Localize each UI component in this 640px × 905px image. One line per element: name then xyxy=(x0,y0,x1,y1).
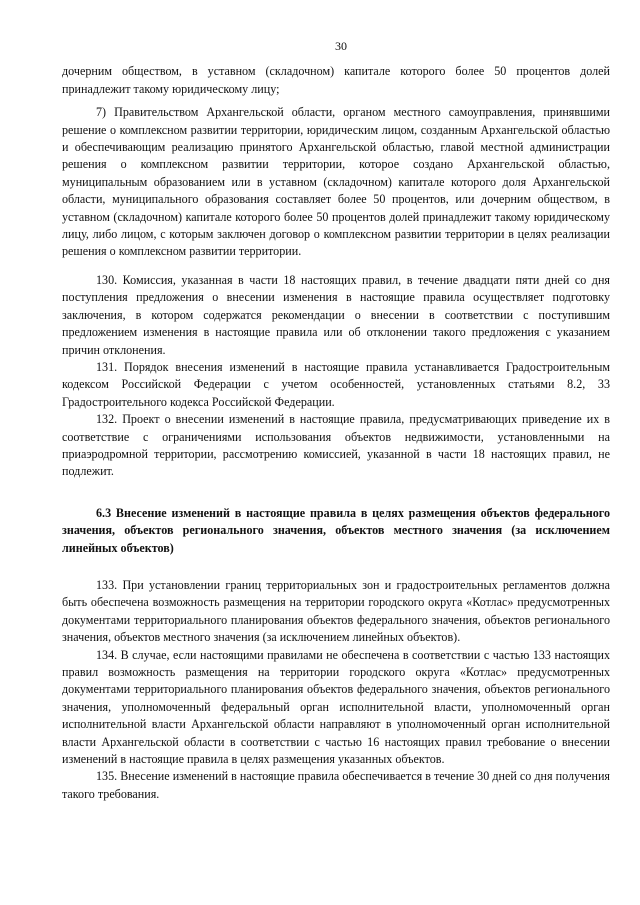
paragraph-133: 133. При установлении границ территориальных зон и градостроительных регламентов должна быть обеспечена возможность размещения на территории городского округа «Котлас» предусмотренных документами территориального планирования объектов федерального значения, объектов регионального значения, объектов местного значения (за исключением линейных объектов). xyxy=(62,577,610,645)
section-heading: 6.3 Внесение изменений в настоящие правила в целях размещения объектов федерального значения, объектов регионального значения, объектов местного значения (за исключением линейных объектов) xyxy=(62,505,610,555)
page-number: 30 xyxy=(335,39,347,53)
paragraph-130: 130. Комиссия, указанная в части 18 настоящих правил, в течение двадцати пяти дней со дня поступления предложения о внесении изменения в настоящие правила осуществляет подготовку заключения, в котором содержатся рекомендации о внесении в соответствии с поступившим предложением изменения в настоящие правила или об отклонении такого предложения с указанием причин отклонения. xyxy=(62,272,610,357)
paragraph-131: 131. Порядок внесения изменений в настоящие правила устанавливается Градостроительным кодексом Российской Федерации с учетом особенностей, установленных статьями 8.2, 33 Градостроительного кодекса Российской Федерации. xyxy=(62,359,610,409)
paragraph-item-7: 7) Правительством Архангельской области, органом местного самоуправления, принявшими решение о комплексном развитии территории, юридическим лицом, созданным Архангельской областью и обеспечивающим реализацию принятого Архангельской областью, главой местной администрации решения о комплексном развитии территории, которое создано Архангельской областью, муниципальным образованием или в уставном (складочном) капитале которого доля Архангельской области, муниципального образования составляет более 50 процентов, или дочерним обществом, в уставном (складочном) капитале которого более 50 процентов долей принадлежит такому юридическому лицу, либо лицом, с которым заключен договор о комплексном развитии территории в целях реализации решения о комплексном развитии территории. xyxy=(62,105,610,259)
paragraph-continuation: дочерним обществом, в уставном (складочном) капитале которого более 50 процентов долей принадлежит такому юридическому лицу; xyxy=(62,64,610,96)
paragraph-135: 135. Внесение изменений в настоящие правила обеспечивается в течение 30 дней со дня получения такого требования. xyxy=(62,769,610,801)
paragraph-132: 132. Проект о внесении изменений в настоящие правила, предусматривающих приведение их в соответствие с ограничениями использования объектов недвижимости, установленными на приаэродромной территории, рассмотрению комиссией, указанной в части 18 настоящих правил, не подлежит. xyxy=(62,412,610,479)
paragraph-134: 134. В случае, если настоящими правилами не обеспечена в соответствии с частью 133 настоящих правил возможность размещения на территории городского округа «Котлас» предусмотренных документами территориального планирования объектов федерального значения, объектов регионального значения, уполномоченный федеральный орган исполнительной власти, уполномоченный орган исполнительной власти Архангельской области направляют в уполномоченный орган исполнительной власти Архангельской области в соответствии с частью 16 настоящих правил требование о внесении изменений в настоящие правила в целях размещения указанных объектов. xyxy=(62,647,610,767)
